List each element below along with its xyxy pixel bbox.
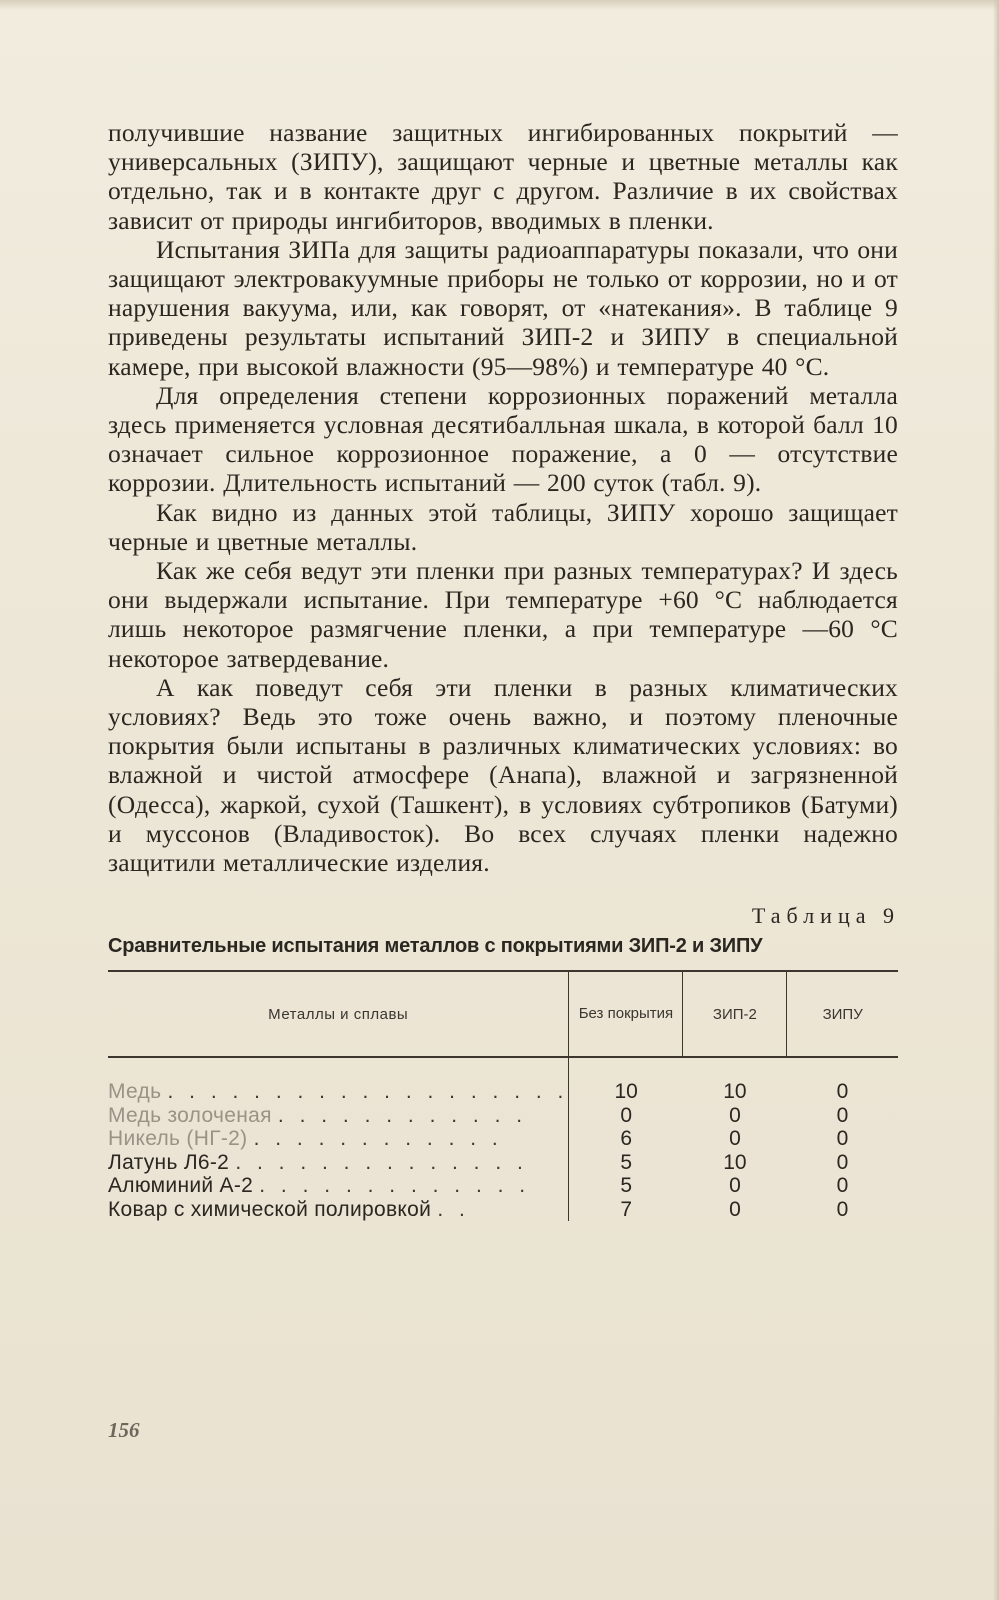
leader-dots: . . . . . . . . . . . . . . . . . . .: [167, 1080, 569, 1104]
table-row: [108, 1151, 898, 1175]
paragraph-5: Как же себя ведут эти пленки при разных температурах? И здесь они выдержали испытание. При температуре +60 °С наблюдается лишь некоторое размягчение пленки, а при температуре —60 °С некоторое затвердевание.: [108, 556, 898, 673]
table-title: Сравнительные испытания металлов с покрытиями ЗИП-2 и ЗИПУ: [108, 935, 763, 958]
no-coating-value: 6: [569, 1127, 683, 1151]
zip2-value: 0: [729, 1174, 741, 1198]
zipu-value: 0: [836, 1174, 849, 1198]
no-coating-value: 0: [569, 1104, 683, 1128]
no-coating-value: 7: [569, 1198, 683, 1222]
paragraph-2: Испытания ЗИПа для защиты радиоаппаратуры показали, что они защищают электровакуумные приборы не только от коррозии, но и от нарушения вакуума, или, как говорят, от «натекания». В таблице 9 приведены результаты испытаний ЗИП-2 и ЗИПУ в специальной камере, при высокой влажности (95—98%) и температуре 40 °С.: [108, 234, 898, 381]
metal-name-cell: [108, 1151, 569, 1175]
metal-name: Ковар с химической полировкой: [108, 1197, 432, 1221]
zip2-value: 10: [723, 1080, 747, 1104]
leader-dots: . . . . . . . . . . . . . .: [235, 1150, 528, 1174]
paragraph-4: Как видно из данных этой таблицы, ЗИПУ хорошо защищает черные и цветные металлы.: [108, 497, 898, 556]
metal-name: Медь золоченая: [108, 1103, 272, 1127]
zipu-value: 0: [836, 1150, 849, 1174]
zipu-value: 0: [836, 1127, 849, 1151]
leader-dots: . . . . . . . . . . . .: [277, 1103, 528, 1127]
no-coating-value: 5: [569, 1174, 683, 1198]
table-row: [108, 1127, 898, 1151]
metal-name-cell: [108, 1127, 569, 1151]
paragraph-3: Для определения степени коррозионных поражений металла здесь применяется условная десятибалльная шкала, в которой балл 10 означает сильное коррозионное поражение, а 0 — отсутствие коррозии. Длительность испытаний — 200 суток (табл. 9).: [108, 380, 898, 498]
metal-name: Медь: [108, 1080, 162, 1104]
paragraph-6: А как поведут себя эти пленки в разных климатических условиях? Ведь это тоже очень важно, и поэтому пленочные покрытия были испытаны в различных климатических условиях: во влажной и чистой атмосфере (Анапа), влажной и загрязненной (Одесса), жаркой, сухой (Ташкент), в условиях субтропиков (Батуми) и муссонов (Владивосток). Во всех случаях пленки надежно защитили металлические изделия.: [108, 672, 898, 878]
page-content: [108, 118, 898, 1221]
table-row: [108, 1104, 898, 1128]
zipu-value: 0: [836, 1197, 849, 1221]
zipu-value: 0: [836, 1080, 849, 1104]
metal-name: Алюминий А-2: [108, 1174, 254, 1198]
metal-name: Латунь Л6-2: [108, 1150, 230, 1174]
header-metals: Металлы и сплавы: [108, 971, 569, 1057]
header-zipu: ЗИПУ: [787, 971, 898, 1057]
header-zip2: ЗИП-2: [683, 971, 787, 1057]
no-coating-value: 5: [569, 1151, 683, 1175]
page-number: 156: [108, 1418, 140, 1442]
header-no-coating: Без покрытия: [569, 971, 683, 1057]
metal-name: Никель (НГ-2): [108, 1127, 248, 1151]
leader-dots: . . . . . . . . . . . . .: [259, 1174, 531, 1198]
paragraph-1: получившие название защитных ингибированных покрытий — универсальных (ЗИПУ), защищают черные и цветные металлы как отдельно, так и в контакте друг с другом. Различие в их свойствах зависит от природы ингибиторов, вводимых в пленки.: [108, 118, 898, 235]
zipu-value: 0: [836, 1103, 849, 1127]
table-row: [108, 1174, 898, 1198]
zip2-value: 0: [729, 1197, 741, 1221]
leader-dots: . .: [437, 1197, 470, 1221]
results-table: [108, 970, 898, 1221]
zip2-value: 0: [729, 1127, 741, 1151]
metal-name-cell: [108, 1198, 569, 1222]
table-header-row: [108, 971, 898, 1057]
no-coating-value: 10: [569, 1057, 683, 1104]
zip2-value: 10: [723, 1150, 747, 1174]
page-edge-shadow: [993, 0, 999, 1600]
table-row: [108, 1198, 898, 1222]
metal-name-cell: [108, 1104, 569, 1128]
metal-name-cell: [108, 1057, 569, 1104]
leader-dots: . . . . . . . . . . . .: [253, 1127, 503, 1151]
zip2-value: 0: [729, 1103, 741, 1127]
table-number-label: Таблица 9: [751, 903, 900, 929]
table-row: [108, 1057, 898, 1104]
metal-name-cell: [108, 1174, 569, 1198]
